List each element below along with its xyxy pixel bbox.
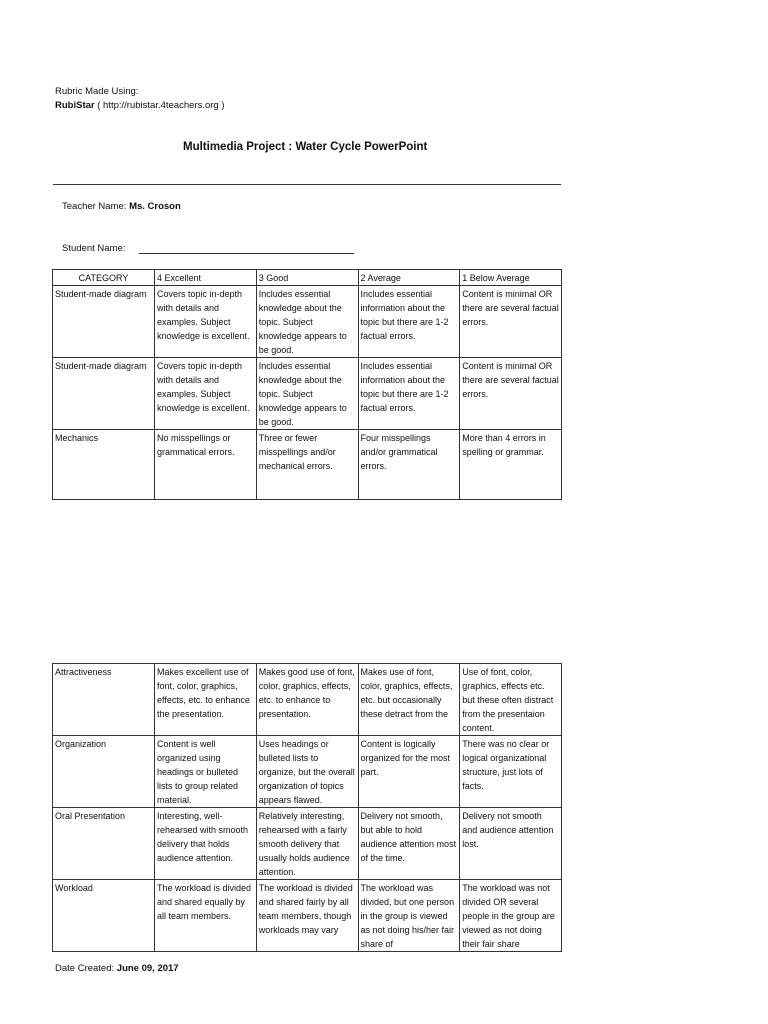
cell-good: Includes essential knowledge about the topic. Subject knowledge appears to be good. (256, 286, 358, 358)
rubric-table-bottom (52, 663, 562, 952)
cell-excellent: Makes excellent use of font, color, graphics, effects, etc. to enhance the presentation. (155, 664, 257, 736)
table-row (53, 430, 562, 500)
header-category: CATEGORY (53, 270, 155, 286)
cell-excellent: Covers topic in-depth with details and examples. Subject knowledge is excellent. (155, 286, 257, 358)
row-category: Attractiveness (53, 664, 155, 736)
row-category: Workload (53, 880, 155, 952)
header-average: 2 Average (358, 270, 460, 286)
rubric-table-top (52, 269, 562, 500)
date-value: June 09, 2017 (116, 963, 179, 974)
cell-below-average: Content is minimal OR there are several factual errors. (460, 286, 562, 358)
credit-url: ( http://rubistar.4teachers.org ) (94, 100, 225, 111)
cell-average: Content is logically organized for the most part. (358, 736, 460, 808)
teacher-label: Teacher Name: (62, 201, 130, 212)
credit-brand: RubiStar (55, 100, 95, 111)
date-label: Date Created: (55, 963, 117, 974)
table-row (53, 358, 562, 430)
date-created-line (55, 962, 179, 975)
cell-below-average: There was no clear or logical organizational structure, just lots of facts. (460, 736, 562, 808)
row-category: Organization (53, 736, 155, 808)
credit-label: Rubric Made Using: (55, 86, 139, 97)
cell-excellent: The workload is divided and shared equally by all team members. (155, 880, 257, 952)
cell-below-average: More than 4 errors in spelling or grammar. (460, 430, 562, 500)
cell-good: The workload is divided and shared fairly by all team members, though workloads may vary (256, 880, 358, 952)
header-excellent: 4 Excellent (155, 270, 257, 286)
cell-excellent: Covers topic in-depth with details and examples. Subject knowledge is excellent. (155, 358, 257, 430)
cell-below-average: Delivery not smooth and audience attention lost. (460, 808, 562, 880)
cell-average: Delivery not smooth, but able to hold audience attention most of the time. (358, 808, 460, 880)
header-below-average: 1 Below Average (460, 270, 562, 286)
cell-below-average: Content is minimal OR there are several factual errors. (460, 358, 562, 430)
row-category: Student-made diagram (53, 358, 155, 430)
student-name-line (62, 242, 125, 255)
cell-good: Three or fewer misspellings and/or mechanical errors. (256, 430, 358, 500)
cell-good: Includes essential knowledge about the topic. Subject knowledge appears to be good. (256, 358, 358, 430)
cell-excellent: Interesting, well-rehearsed with smooth delivery that holds audience attention. (155, 808, 257, 880)
cell-average: Makes use of font, color, graphics, effects, etc. but occasionally these detract from the (358, 664, 460, 736)
row-category: Student-made diagram (53, 286, 155, 358)
cell-below-average: Use of font, color, graphics, effects etc. but these often distract from the presentaion content. (460, 664, 562, 736)
student-label: Student Name: (62, 243, 126, 254)
rubric-header-row (53, 270, 562, 286)
cell-average: Includes essential information about the topic but there are 1-2 factual errors. (358, 286, 460, 358)
teacher-name-line (62, 200, 181, 213)
cell-below-average: The workload was not divided OR several people in the group are viewed as not doing their fair share (460, 880, 562, 952)
title-divider (53, 184, 561, 185)
table-row (53, 808, 562, 880)
cell-average: The workload was divided, but one person in the group is viewed as not doing his/her fair share of (358, 880, 460, 952)
table-row (53, 664, 562, 736)
cell-good: Uses headings or bulleted lists to organize, but the overall organization of topics appears flawed. (256, 736, 358, 808)
cell-good: Relatively interesting, rehearsed with a fairly smooth delivery that usually holds audience attention. (256, 808, 358, 880)
teacher-name: Ms. Croson (129, 201, 181, 212)
credit-line (55, 85, 138, 98)
cell-average: Includes essential information about the topic but there are 1-2 factual errors. (358, 358, 460, 430)
table-row (53, 880, 562, 952)
page-title: Multimedia Project : Water Cycle PowerPoint (183, 141, 428, 153)
cell-excellent: Content is well organized using headings or bulleted lists to group related material. (155, 736, 257, 808)
table-row (53, 736, 562, 808)
header-good: 3 Good (256, 270, 358, 286)
cell-good: Makes good use of font, color, graphics, effects, etc. to enhance to presentation. (256, 664, 358, 736)
table-row (53, 286, 562, 358)
cell-excellent: No misspellings or grammatical errors. (155, 430, 257, 500)
student-name-blank (139, 253, 354, 254)
cell-average: Four misspellings and/or grammatical errors. (358, 430, 460, 500)
row-category: Mechanics (53, 430, 155, 500)
row-category: Oral Presentation (53, 808, 155, 880)
credit-source (55, 99, 225, 112)
